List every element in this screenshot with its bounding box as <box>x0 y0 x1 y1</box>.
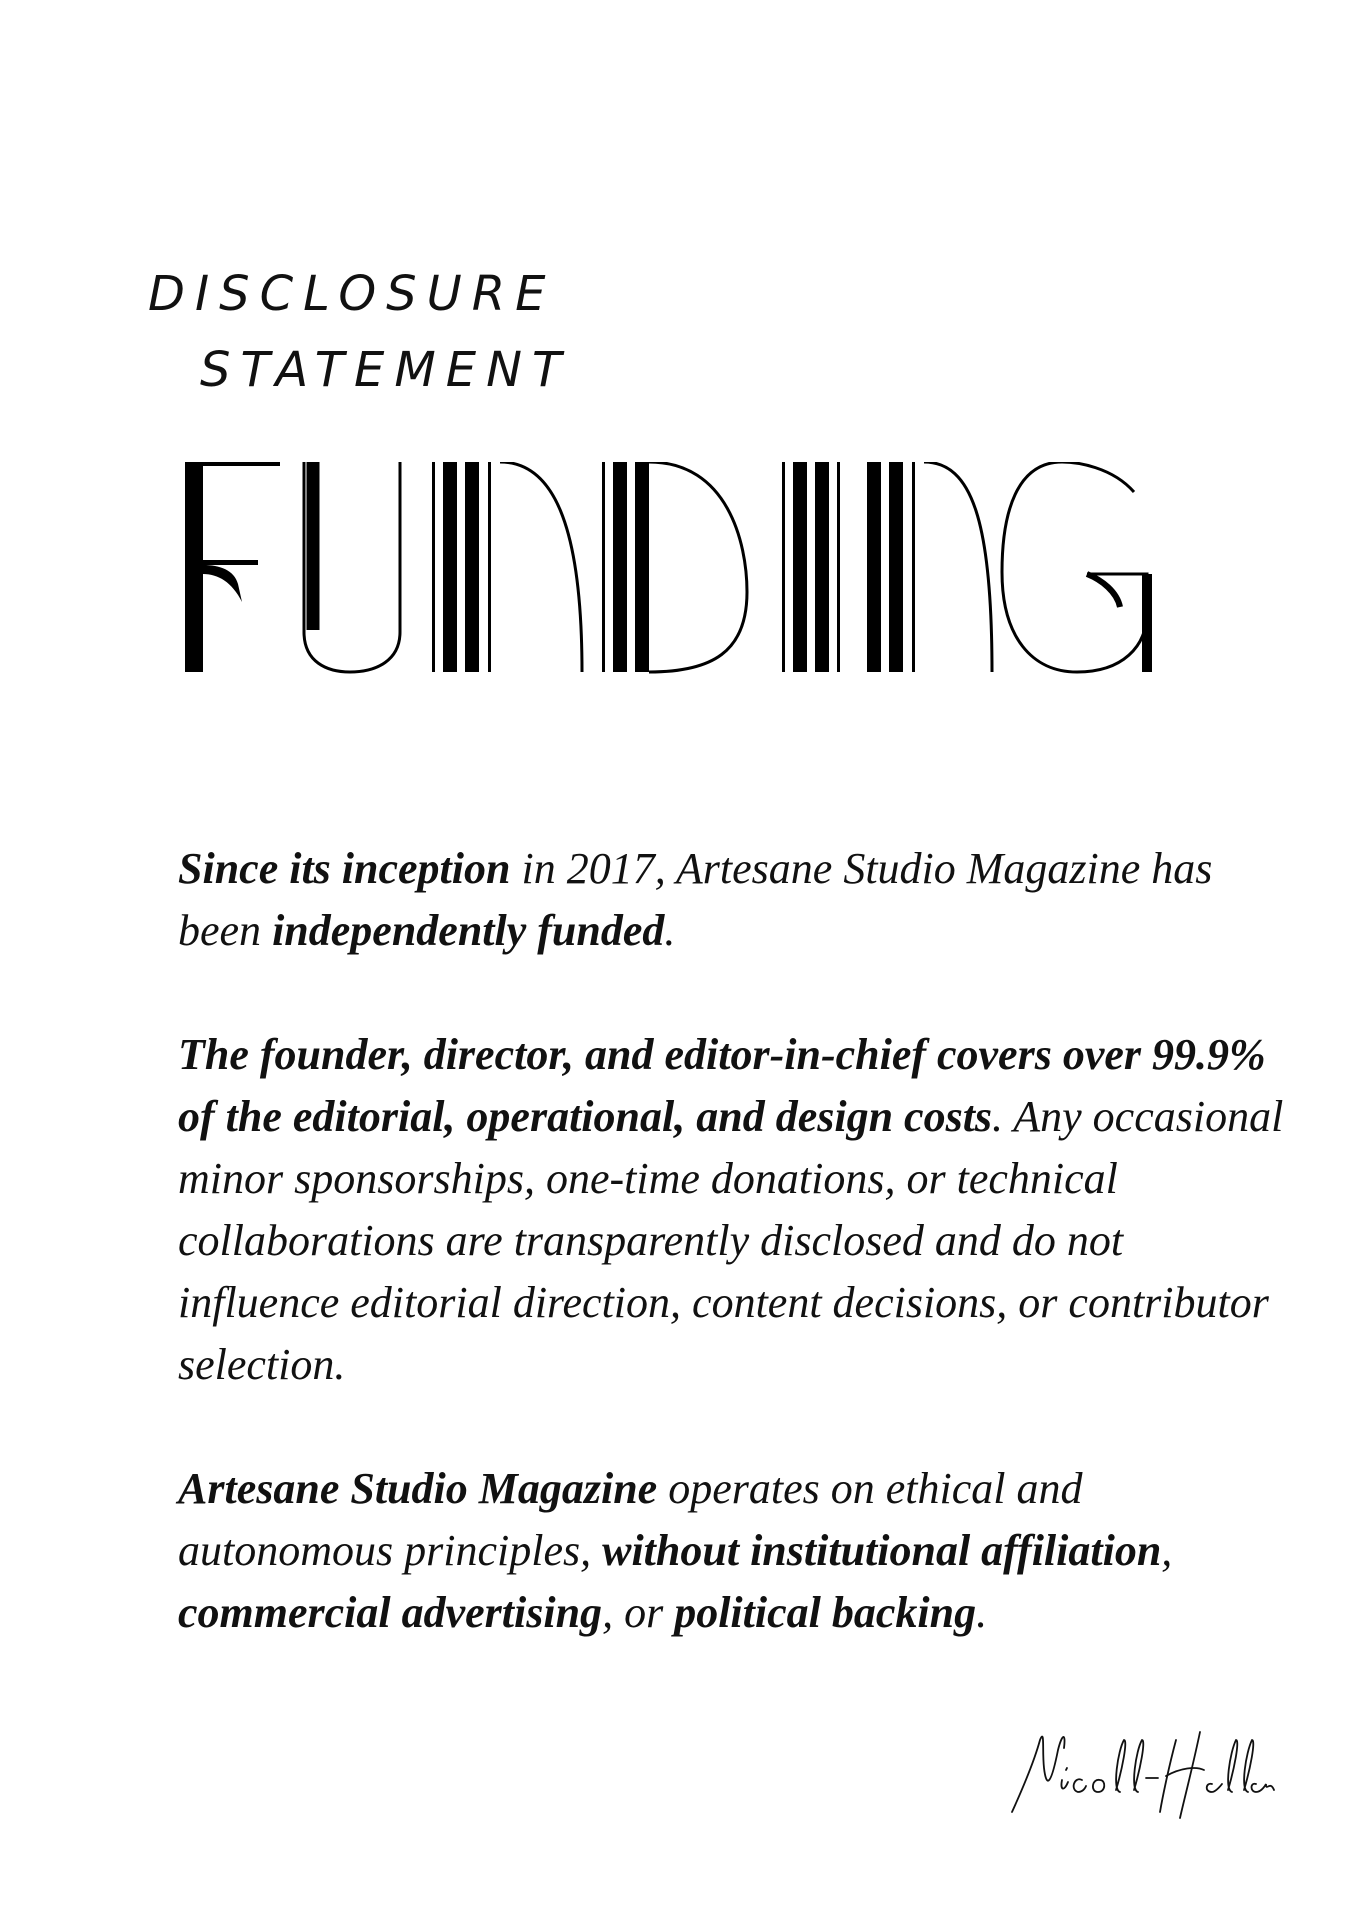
text-run: , <box>1161 1526 1173 1575</box>
bold-run: political backing <box>674 1588 977 1637</box>
kicker-line-2: STATEMENT <box>200 342 572 398</box>
text-run: operates on ethical and autonomous principles, <box>178 1464 1083 1575</box>
kicker-line-1: DISCLOSURE <box>148 266 556 322</box>
bold-run: Since its inception <box>178 844 511 893</box>
text-run: . Any occasional minor sponsorships, one-time donations, or technical collaborations are transparently disclosed and do not influence editorial direction, content decisions, or contributor selection. <box>178 1092 1284 1389</box>
paragraph-1 <box>178 838 1288 962</box>
bold-run: without institutional affiliation <box>602 1526 1162 1575</box>
text-run: . <box>664 906 676 955</box>
bold-run: Artesane Studio Magazine <box>178 1464 658 1513</box>
bold-run: independently funded <box>272 906 665 955</box>
text-run: in 2017, Artesane Studio Magazine has been <box>178 844 1213 955</box>
paragraph-2 <box>178 1024 1288 1396</box>
body-text <box>178 838 1288 1706</box>
signature-image <box>1000 1720 1280 1820</box>
paragraph-3 <box>178 1458 1288 1644</box>
headline-funding <box>172 462 1192 690</box>
text-run: . <box>976 1588 988 1637</box>
text-run: , or <box>602 1588 675 1637</box>
bold-run: The founder, director, and editor-in-chief covers over 99.9% of the editorial, operational, and design costs <box>178 1030 1266 1141</box>
bold-run: commercial advertising <box>178 1588 603 1637</box>
